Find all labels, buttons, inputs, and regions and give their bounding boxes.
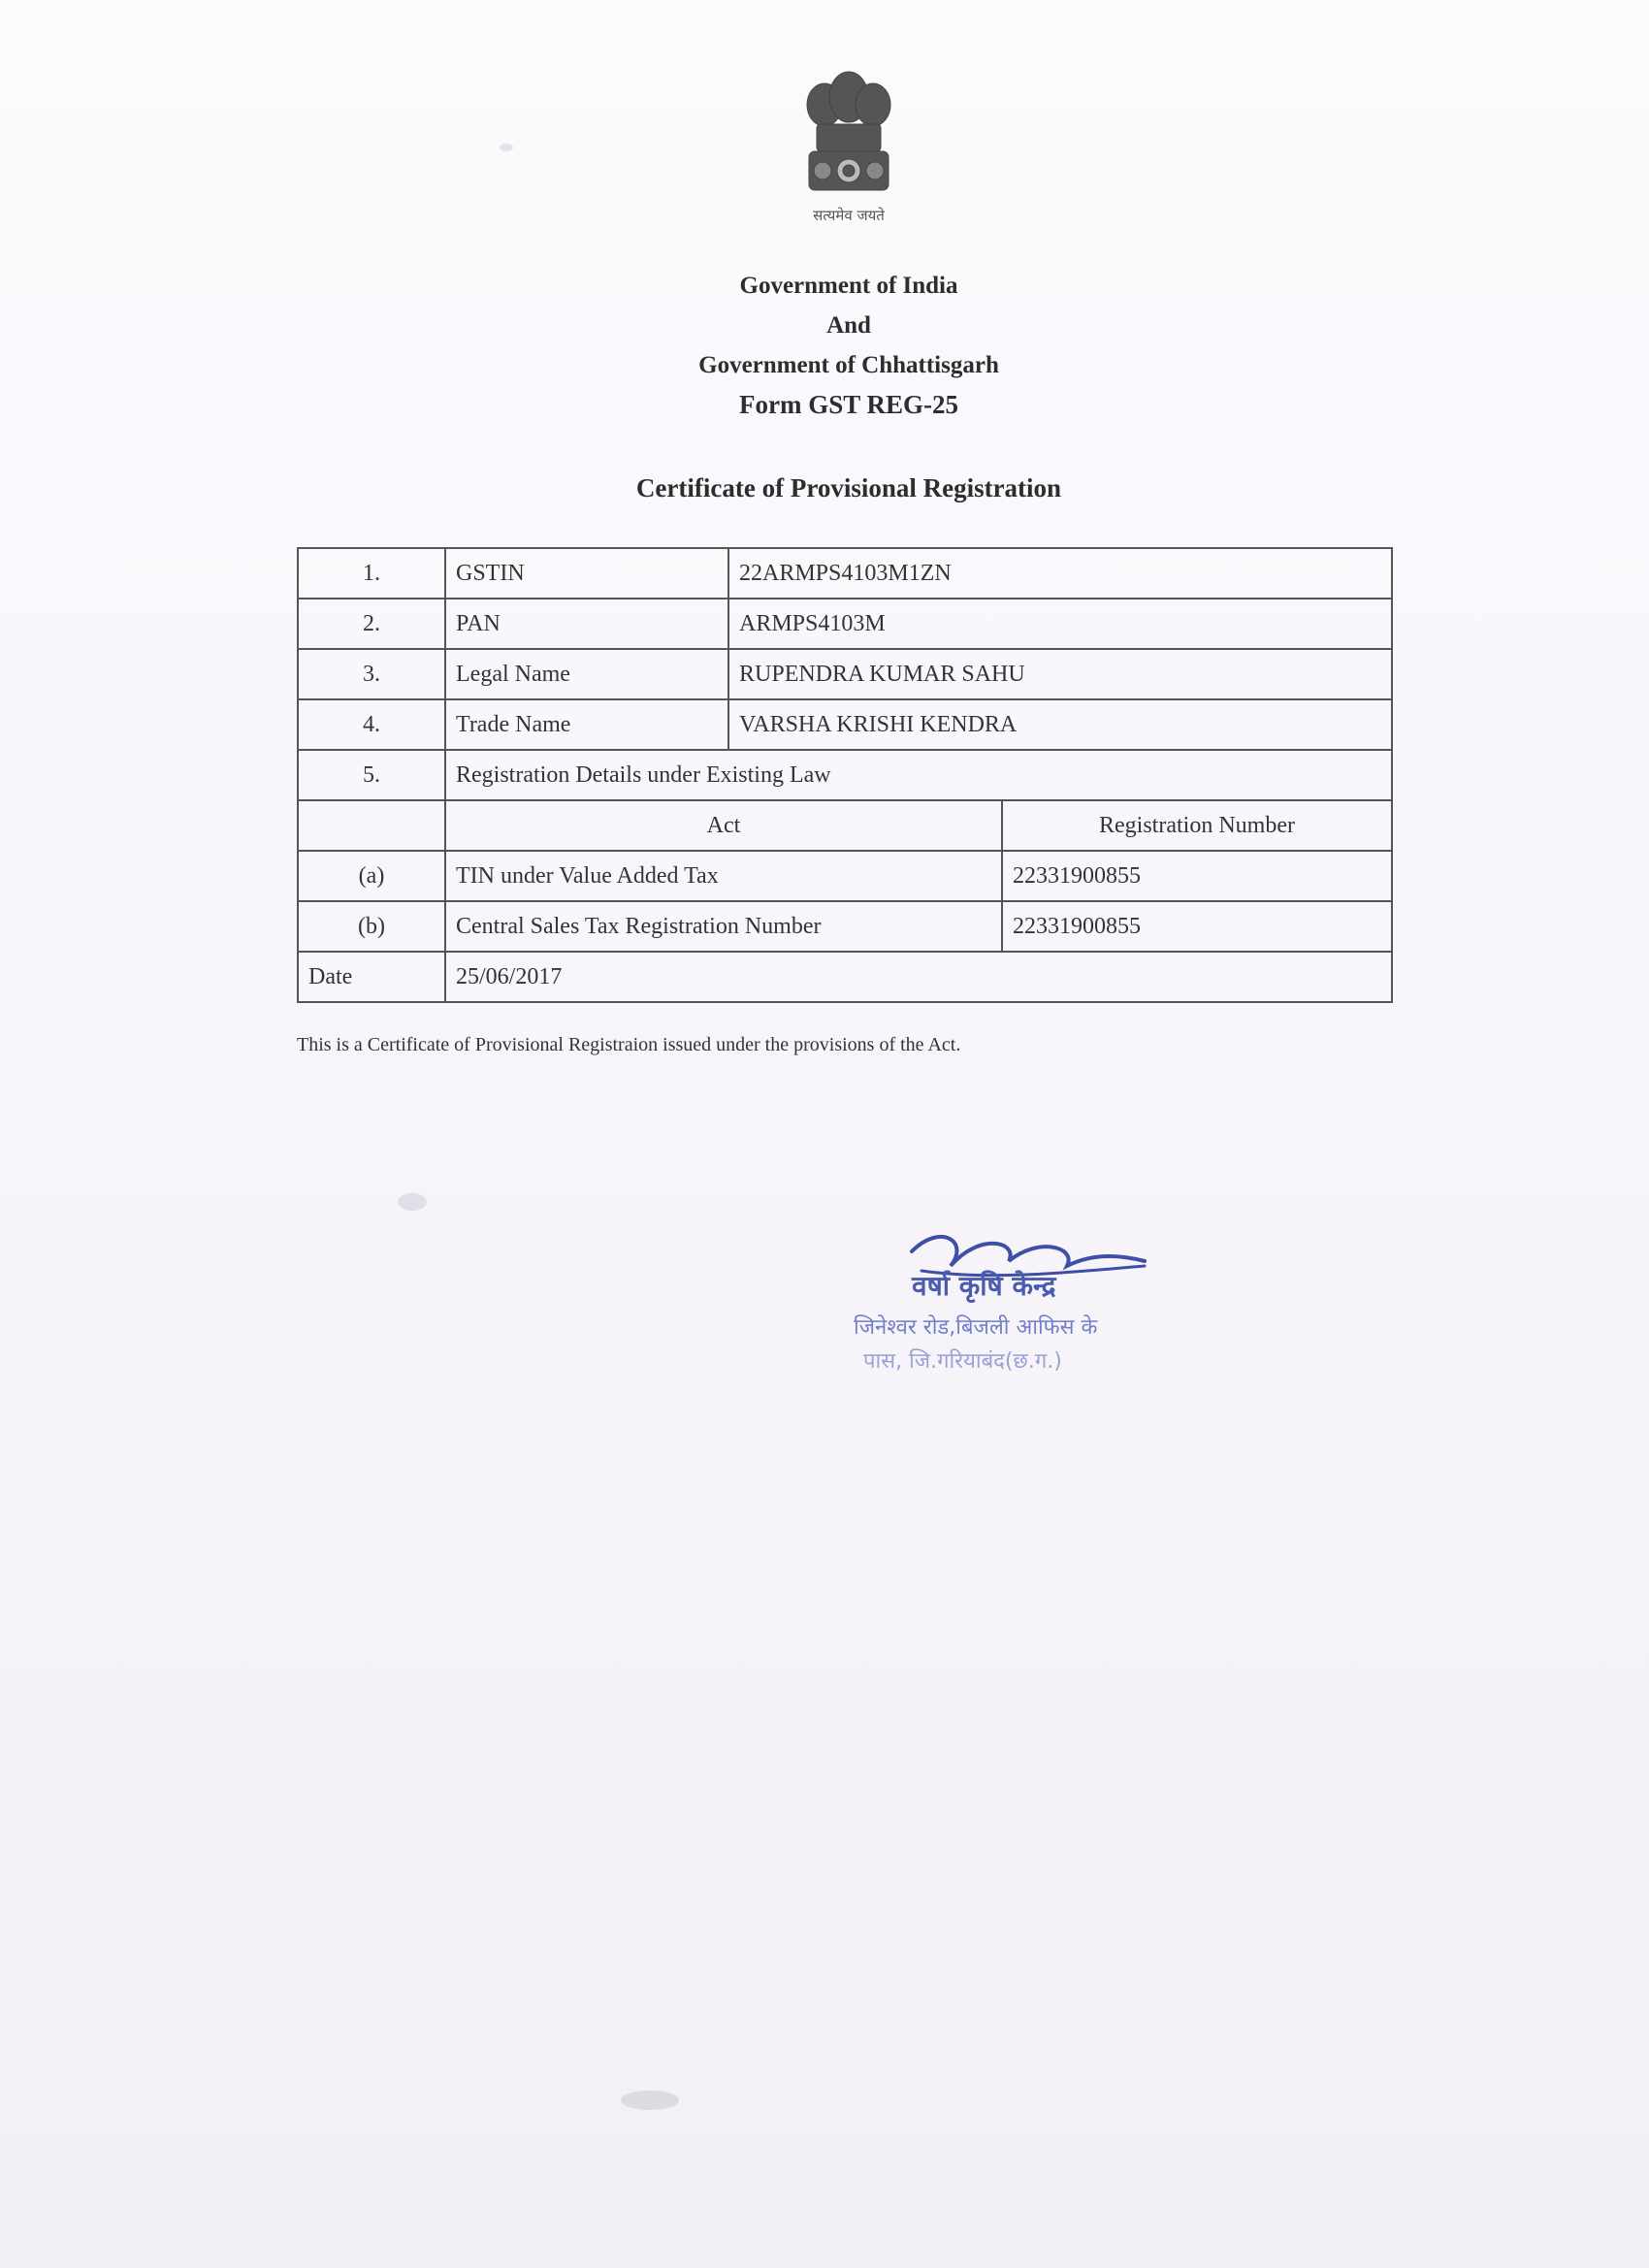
table-row [298, 649, 1392, 699]
registration-table [297, 547, 1393, 1003]
act-name: Central Sales Tax Registration Number [445, 901, 1002, 952]
table-row [298, 901, 1392, 952]
row-value: 22ARMPS4103M1ZN [728, 548, 1392, 599]
table-row [298, 599, 1392, 649]
document-header [543, 266, 1154, 425]
stamp-line-address: जिनेश्वर रोड,बिजली आफिस के [854, 1315, 1098, 1340]
stamp-line-district: पास, जि.गरियाबंद(छ.ग.) [863, 1349, 1062, 1374]
row-number: 5. [298, 750, 445, 800]
registration-number: 22331900855 [1002, 901, 1392, 952]
header-line-govt-state: Government of Chhattisgarh [698, 352, 999, 378]
row-value: RUPENDRA KUMAR SAHU [728, 649, 1392, 699]
row-number: (b) [298, 901, 445, 952]
existing-law-heading: Registration Details under Existing Law [445, 750, 1392, 800]
table-row [298, 699, 1392, 750]
table-row [298, 952, 1392, 1002]
column-header-registration-number: Registration Number [1002, 800, 1392, 851]
header-line-and: And [826, 312, 871, 339]
signature-stamp [854, 1213, 1203, 1387]
row-number: 4. [298, 699, 445, 750]
footer-note: This is a Certificate of Provisional Registraion issued under the provisions of the Act. [297, 1034, 961, 1055]
row-number-empty [298, 800, 445, 851]
date-label: Date [298, 952, 445, 1002]
row-label: Legal Name [445, 649, 728, 699]
table-row [298, 851, 1392, 901]
row-label: GSTIN [445, 548, 728, 599]
row-label: PAN [445, 599, 728, 649]
table-row [298, 800, 1392, 851]
table-row [298, 750, 1392, 800]
act-name: TIN under Value Added Tax [445, 851, 1002, 901]
registration-number: 22331900855 [1002, 851, 1392, 901]
column-header-act: Act [445, 800, 1002, 851]
row-number: 2. [298, 599, 445, 649]
row-label: Trade Name [445, 699, 728, 750]
ashoka-emblem-icon [795, 68, 902, 213]
table-row [298, 548, 1392, 599]
row-value: VARSHA KRISHI KENDRA [728, 699, 1392, 750]
emblem-motto: सत्यमेव जयते [813, 207, 885, 224]
stamp-line-business-name: वर्षा कृषि केन्द्र [912, 1270, 1056, 1302]
row-number: 1. [298, 548, 445, 599]
scan-smudge [398, 1193, 427, 1211]
row-number: (a) [298, 851, 445, 901]
row-value: ARMPS4103M [728, 599, 1392, 649]
header-form-number: Form GST REG-25 [738, 390, 958, 419]
scan-smudge [621, 2090, 679, 2110]
certificate-title: Certificate of Provisional Registration [635, 473, 1062, 502]
row-number: 3. [298, 649, 445, 699]
scan-smudge [500, 144, 513, 151]
date-value: 25/06/2017 [445, 952, 1392, 1002]
header-line-govt-india: Government of India [739, 273, 958, 299]
